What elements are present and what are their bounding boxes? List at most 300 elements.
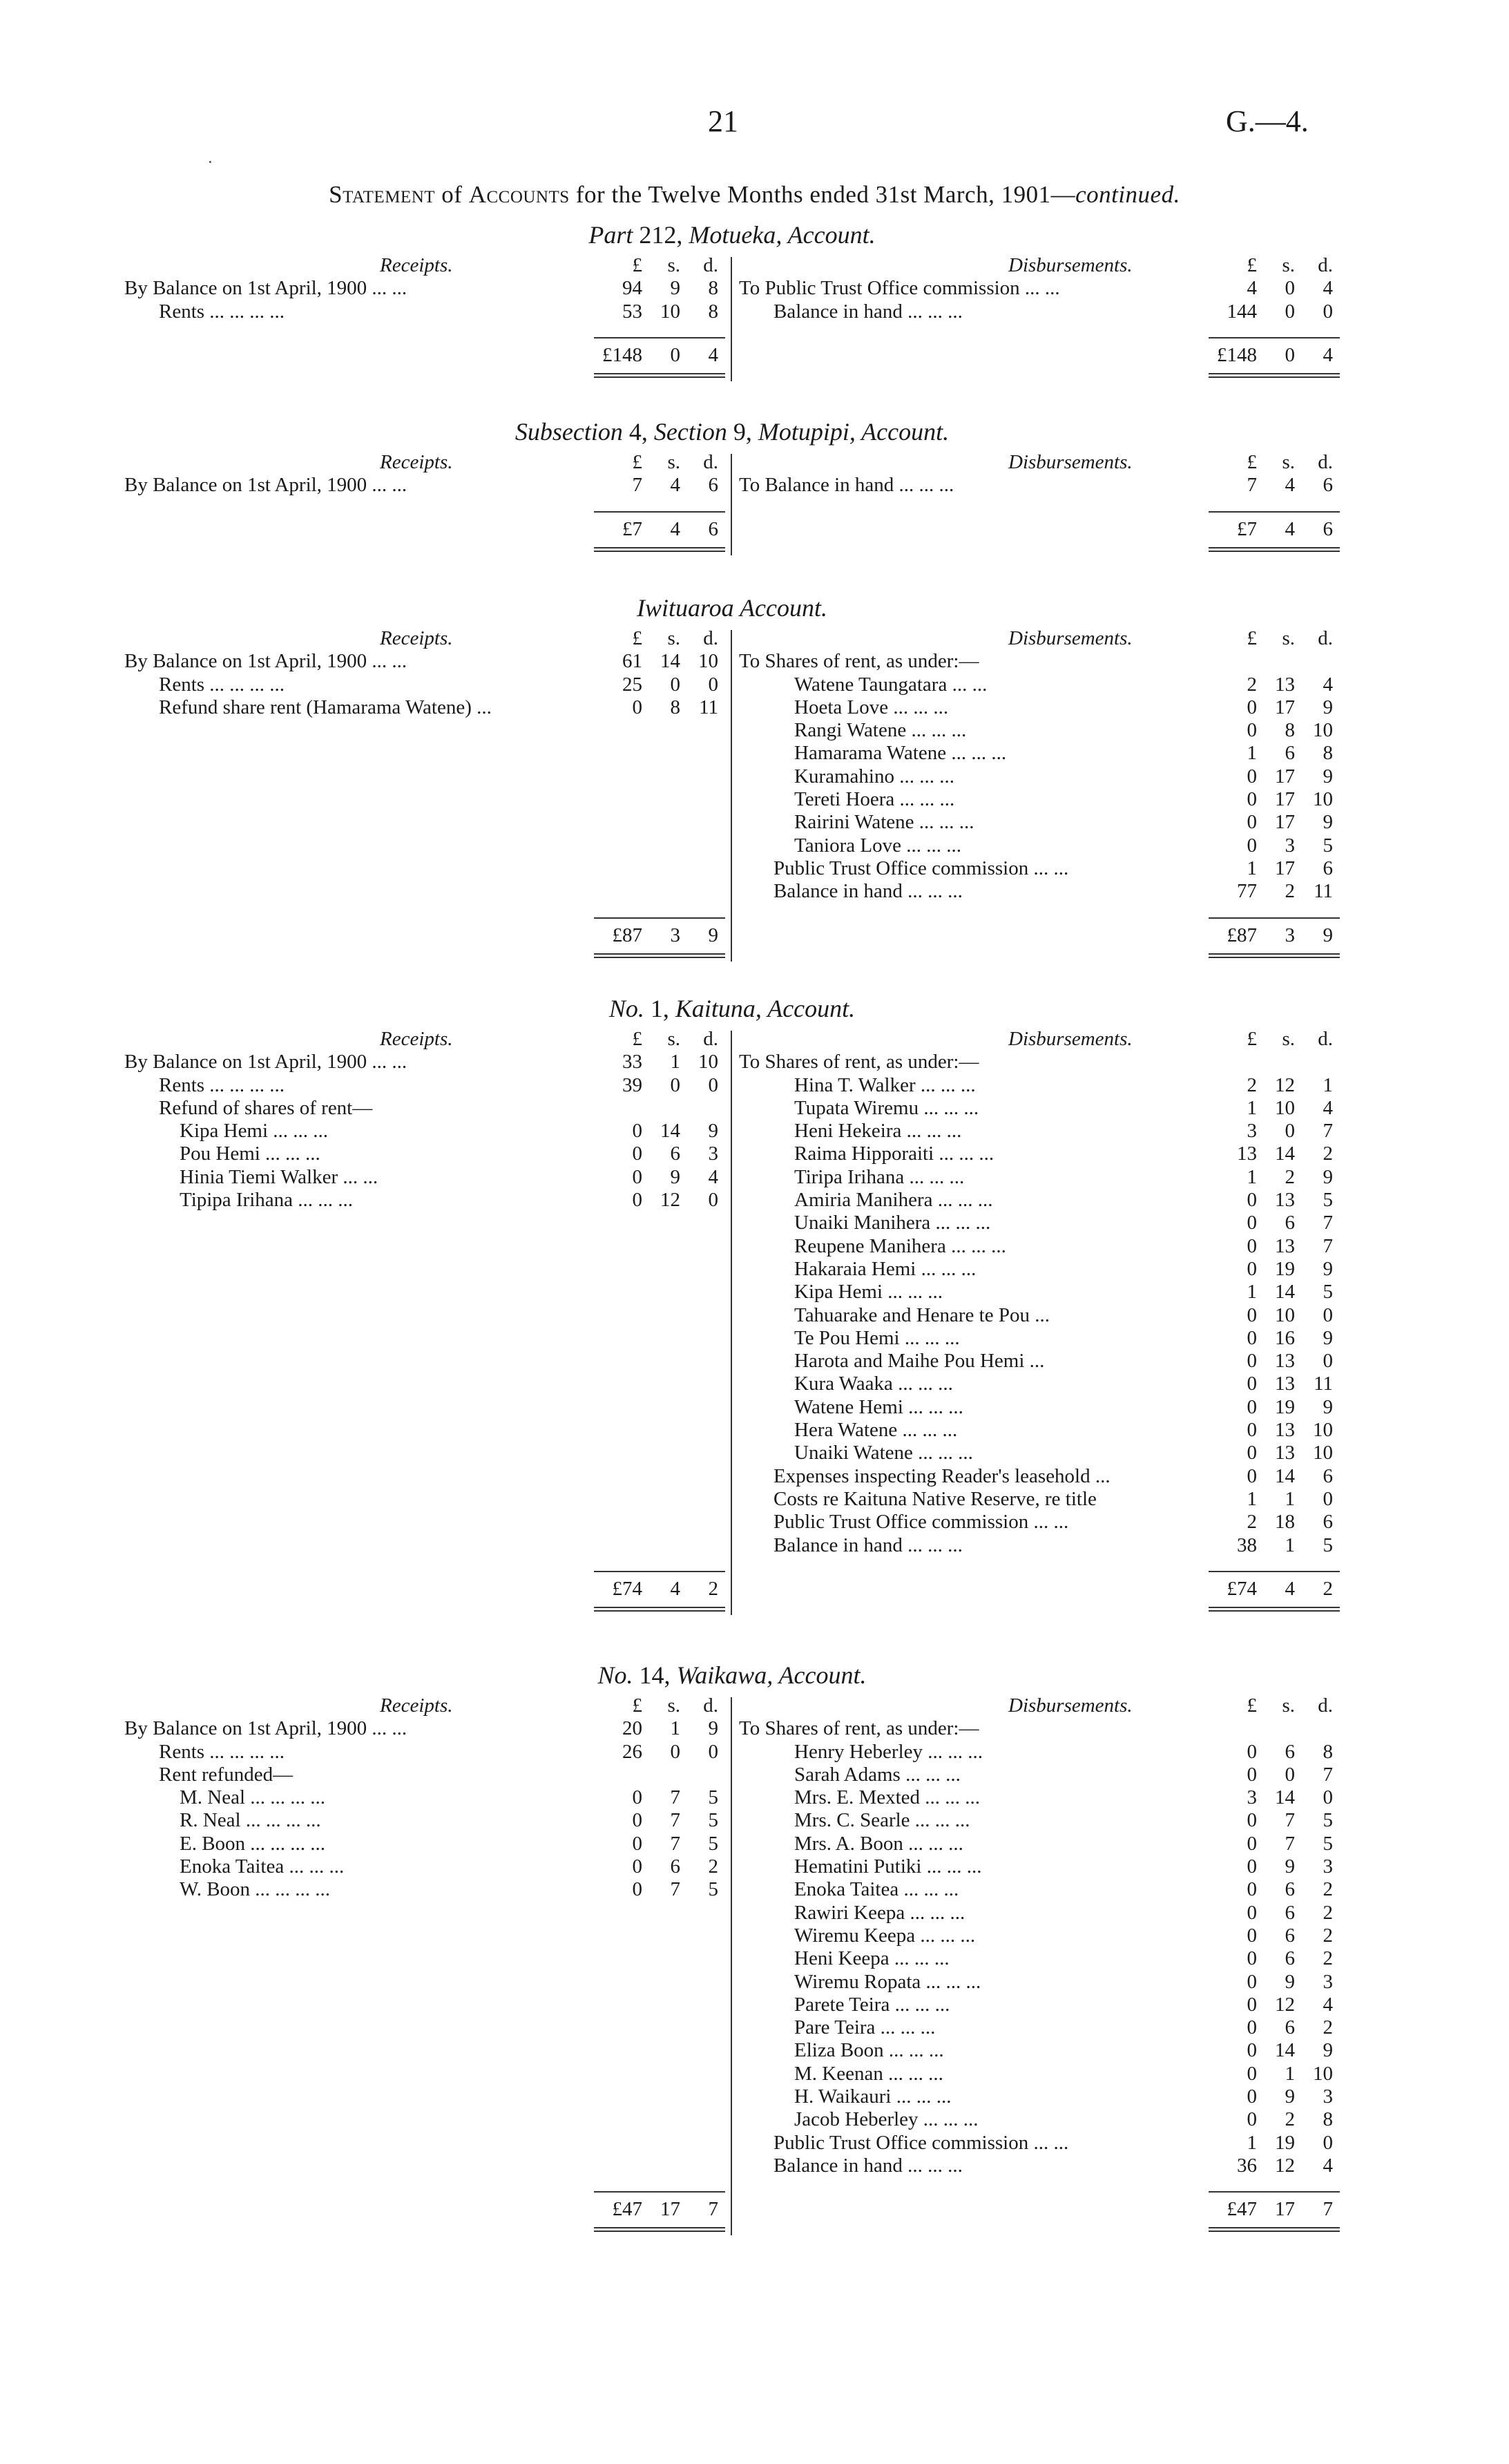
pence-header: d. — [703, 254, 718, 276]
pence-value: 4 — [708, 343, 718, 366]
disbursement-row — [739, 1764, 1340, 1786]
shilling-header: s. — [667, 451, 680, 473]
entry-label: Balance in hand ... ... ... — [773, 300, 963, 323]
disbursement-row — [739, 1741, 1340, 1764]
pounds-value: 0 — [1247, 2108, 1257, 2131]
entry-label: Refund share rent (Hamarama Watene) ... — [159, 696, 492, 718]
receipts-total — [124, 917, 725, 959]
disbursement-row — [739, 1534, 1340, 1557]
entry-label: To Public Trust Office commission ... ... — [739, 277, 1060, 300]
title-number: 14, — [639, 1661, 671, 1689]
shillings-value: 7 — [1285, 1809, 1295, 1832]
pence-value: 5 — [1323, 1281, 1333, 1303]
disbursement-row — [739, 1212, 1340, 1234]
entry-label: Rents ... ... ... ... — [159, 1740, 285, 1763]
shillings-value: 10 — [1275, 1096, 1295, 1119]
receipts-header: Receipts. — [380, 451, 453, 473]
pounds-value: 0 — [632, 1165, 642, 1188]
disbursement-row — [739, 1143, 1340, 1165]
rule-line — [1209, 547, 1340, 548]
receipts-list — [124, 474, 725, 497]
rule-line — [594, 373, 725, 374]
shillings-value: 14 — [1275, 2039, 1295, 2062]
disbursement-row — [739, 1120, 1340, 1143]
receipt-row — [124, 1166, 725, 1189]
disbursement-row — [739, 1855, 1340, 1878]
title-number: 1, — [650, 995, 669, 1022]
pounds-value: 0 — [1247, 1189, 1257, 1212]
pence-value: 10 — [1313, 1419, 1333, 1442]
pence-value: 5 — [1323, 834, 1333, 857]
pence-value: 0 — [1323, 1487, 1333, 1510]
receipt-row — [124, 1097, 725, 1120]
disbursement-row — [739, 2108, 1340, 2131]
disbursements-header: Disbursements. — [1008, 1694, 1133, 1717]
rule-line — [1209, 2227, 1340, 2228]
total-row — [124, 924, 725, 947]
entry-label: Wiremu Ropata ... ... ... — [794, 1970, 981, 1993]
receipts-list — [124, 1051, 725, 1212]
pounds-value: 0 — [1247, 1464, 1257, 1487]
total-row — [124, 344, 725, 367]
receipt-row — [124, 1764, 725, 1786]
entry-label: Public Trust Office commission ... ... — [773, 2131, 1069, 2154]
pound-header: £ — [1247, 1028, 1257, 1050]
entry-label: Watene Taungatara ... ... — [794, 673, 988, 696]
total-row — [124, 518, 725, 541]
receipt-row — [124, 1878, 725, 1901]
pound-header: £ — [632, 1694, 642, 1717]
pounds-value: 0 — [1247, 1832, 1257, 1855]
disbursement-row — [739, 1166, 1340, 1189]
disbursement-row — [739, 1327, 1340, 1350]
shillings-value: 13 — [1275, 1442, 1295, 1464]
pounds-value: 26 — [622, 1740, 642, 1763]
column-divider — [731, 257, 732, 381]
margin-speck: · — [207, 152, 213, 172]
entry-label: H. Waikauri ... ... ... — [794, 2085, 952, 2108]
disbursement-row — [739, 1488, 1340, 1511]
entry-label: Refund of shares of rent— — [159, 1096, 373, 1119]
disbursements-header: Disbursements. — [1008, 451, 1133, 473]
shillings-value: 0 — [670, 1740, 680, 1763]
disbursements-column — [739, 594, 1340, 981]
shillings-value: 13 — [1275, 1419, 1295, 1442]
pence-header: d. — [703, 627, 718, 649]
pence-value: 0 — [1323, 2131, 1333, 2154]
disbursements-list — [739, 277, 1340, 323]
receipt-row — [124, 474, 725, 497]
pence-header: d. — [1318, 627, 1333, 649]
pence-value: 2 — [1323, 1878, 1333, 1901]
entry-label: Enoka Taitea ... ... ... — [794, 1878, 959, 1901]
pounds-value: 0 — [1247, 1419, 1257, 1442]
total-row — [739, 924, 1340, 947]
document-code: G.—4. — [1226, 104, 1309, 138]
disbursement-row — [739, 1511, 1340, 1534]
disbursement-row — [739, 1809, 1340, 1832]
title-name: Waikawa, Account. — [676, 1661, 867, 1689]
entry-label: Amiria Manihera ... ... ... — [794, 1189, 993, 1212]
pounds-value: 1 — [1247, 1096, 1257, 1119]
pounds-value: 1 — [1247, 1487, 1257, 1510]
pence-value: 5 — [1323, 1534, 1333, 1556]
entry-label: To Balance in hand ... ... ... — [739, 474, 954, 497]
shilling-header: s. — [667, 1028, 680, 1050]
column-divider — [731, 454, 732, 555]
pence-value: 2 — [708, 1577, 718, 1600]
pence-value: 9 — [1323, 924, 1333, 946]
shilling-header: s. — [1282, 1694, 1295, 1717]
shillings-value: 17 — [1275, 765, 1295, 787]
shillings-value: 9 — [1285, 1970, 1295, 1993]
receipt-row — [124, 1189, 725, 1212]
iwituaroa-account — [124, 594, 1340, 981]
pounds-value: 25 — [622, 673, 642, 696]
rule-line — [594, 1610, 725, 1612]
pence-value: 2 — [1323, 1901, 1333, 1924]
pence-value: 9 — [1323, 1326, 1333, 1349]
shillings-value: 7 — [670, 1878, 680, 1901]
disbursement-row — [739, 300, 1340, 323]
pounds-value: 2 — [1247, 1073, 1257, 1096]
pounds-value: 7 — [632, 474, 642, 497]
shillings-value: 13 — [1275, 1373, 1295, 1395]
receipt-row — [124, 1741, 725, 1764]
entry-label: Parete Teira ... ... ... — [794, 1993, 950, 2016]
disbursement-row — [739, 1786, 1340, 1809]
pounds-value: 1 — [1247, 857, 1257, 879]
pounds-value: 2 — [1247, 673, 1257, 696]
entry-label: Hamarama Watene ... ... ... — [794, 742, 1007, 765]
shillings-value: 4 — [670, 474, 680, 497]
entry-label: Rent refunded— — [159, 1763, 294, 1786]
pounds-value: 53 — [622, 300, 642, 323]
entry-label: Rangi Watene ... ... ... — [794, 719, 967, 742]
entry-label: Pare Teira ... ... ... — [794, 2016, 936, 2039]
entry-label: Hina T. Walker ... ... ... — [794, 1073, 976, 1096]
pence-value: 9 — [1323, 1165, 1333, 1188]
disbursement-row — [739, 1947, 1340, 1970]
pence-value: 9 — [1323, 1257, 1333, 1280]
disbursement-row — [739, 1074, 1340, 1097]
receipts-total — [124, 511, 725, 553]
rule-line — [1209, 376, 1340, 378]
receipts-header: Receipts. — [380, 1694, 453, 1717]
disbursement-row — [739, 1994, 1340, 2016]
pence-value: 2 — [708, 1855, 718, 1878]
disbursement-row — [739, 1419, 1340, 1442]
pence-header: d. — [1318, 254, 1333, 276]
shillings-value: 10 — [1275, 1303, 1295, 1326]
total-row — [124, 1578, 725, 1601]
pounds-value: 13 — [1237, 1143, 1257, 1165]
pounds-value: 0 — [1247, 696, 1257, 718]
shillings-value: 17 — [660, 2198, 680, 2221]
disbursements-column — [739, 995, 1340, 1630]
receipt-row — [124, 674, 725, 696]
disbursement-row — [739, 834, 1340, 857]
disbursement-row — [739, 1189, 1340, 1212]
entry-label: Rents ... ... ... ... — [159, 300, 285, 323]
shillings-value: 9 — [670, 277, 680, 300]
disbursement-row — [739, 1051, 1340, 1073]
disbursement-row — [739, 277, 1340, 300]
shillings-value: 0 — [1285, 300, 1295, 323]
entry-label: Costs re Kaituna Native Reserve, re title — [773, 1487, 1097, 1510]
pence-value: 8 — [708, 300, 718, 323]
shillings-value: 19 — [1275, 1395, 1295, 1418]
shillings-value: 6 — [1285, 1212, 1295, 1234]
entry-label: To Shares of rent, as under:— — [739, 1051, 979, 1073]
pounds-value: 61 — [622, 650, 642, 673]
pounds-value: 0 — [1247, 719, 1257, 742]
pounds-value: 4 — [1247, 277, 1257, 300]
entry-label: Public Trust Office commission ... ... — [773, 1511, 1069, 1534]
disbursement-row — [739, 719, 1340, 742]
shillings-value: 13 — [1275, 673, 1295, 696]
rule-line — [594, 337, 725, 338]
shilling-header: s. — [667, 254, 680, 276]
pence-value: 4 — [1323, 2154, 1333, 2177]
shillings-value: 18 — [1275, 1511, 1295, 1534]
disbursement-row — [739, 650, 1340, 673]
entry-label: Heni Keepa ... ... ... — [794, 1947, 950, 1970]
document-title — [0, 181, 1509, 209]
shillings-value: 2 — [1285, 880, 1295, 903]
motueka-account — [124, 221, 1340, 401]
pounds-value: 0 — [1247, 1257, 1257, 1280]
rule-line — [1209, 373, 1340, 374]
disbursement-row — [739, 788, 1340, 811]
pounds-value: £74 — [1227, 1577, 1257, 1600]
pounds-value: 0 — [1247, 1809, 1257, 1832]
pence-value: 0 — [1323, 300, 1333, 323]
pounds-value: 0 — [1247, 1350, 1257, 1373]
entry-label: Tiripa Irihana ... ... ... — [794, 1165, 965, 1188]
pence-value: 9 — [708, 1120, 718, 1143]
pence-value: 2 — [1323, 2016, 1333, 2039]
pounds-value: 36 — [1237, 2154, 1257, 2177]
pound-header: £ — [1247, 451, 1257, 473]
pounds-value: 0 — [1247, 834, 1257, 857]
entry-label: Mrs. E. Mexted ... ... ... — [794, 1786, 981, 1809]
pence-header: d. — [1318, 1028, 1333, 1050]
disbursements-list — [739, 1717, 1340, 2177]
disbursements-list — [739, 1051, 1340, 1557]
shillings-value: 3 — [1285, 924, 1295, 946]
title-number-2: 9, — [733, 418, 752, 446]
rule-line — [594, 957, 725, 958]
entry-label: Rairini Watene ... ... ... — [794, 811, 974, 834]
disbursements-total — [739, 1571, 1340, 1612]
shillings-value: 9 — [1285, 2085, 1295, 2108]
rule-line — [1209, 953, 1340, 955]
pounds-value: 0 — [1247, 788, 1257, 811]
pence-value: 5 — [1323, 1809, 1333, 1832]
pence-value: 4 — [708, 1165, 718, 1188]
pounds-value: 0 — [1247, 811, 1257, 834]
receipt-row — [124, 1833, 725, 1855]
entry-label: By Balance on 1st April, 1900 ... ... — [124, 1717, 407, 1740]
disbursement-row — [739, 1925, 1340, 1947]
entry-label: Pou Hemi ... ... ... — [180, 1143, 320, 1165]
pounds-value: 0 — [1247, 1924, 1257, 1947]
rule-line — [1209, 2231, 1340, 2232]
shillings-value: 6 — [1285, 1740, 1295, 1763]
pounds-value: 0 — [1247, 1212, 1257, 1234]
rule-line — [594, 953, 725, 955]
pound-header: £ — [1247, 1694, 1257, 1717]
disbursement-row — [739, 1971, 1340, 1994]
pence-value: 1 — [1323, 1073, 1333, 1096]
pounds-value: 0 — [1247, 1947, 1257, 1970]
pounds-value: 0 — [1247, 1234, 1257, 1257]
disbursement-row — [739, 1902, 1340, 1925]
pounds-value: 0 — [1247, 1442, 1257, 1464]
shillings-value: 6 — [1285, 1901, 1295, 1924]
pence-value: 6 — [708, 517, 718, 540]
pence-value: 8 — [1323, 2108, 1333, 2131]
rule-line — [594, 1571, 725, 1572]
shillings-value: 13 — [1275, 1350, 1295, 1373]
disbursement-row — [739, 1304, 1340, 1327]
pence-value: 5 — [708, 1878, 718, 1901]
pence-value: 8 — [708, 277, 718, 300]
disbursement-row — [739, 742, 1340, 765]
shillings-value: 0 — [670, 1073, 680, 1096]
entry-label: To Shares of rent, as under:— — [739, 1717, 979, 1740]
entry-label: Heni Hekeira ... ... ... — [794, 1120, 962, 1143]
title-number: 212, — [639, 221, 683, 249]
pounds-value: 0 — [632, 1809, 642, 1832]
shillings-value: 0 — [1285, 1120, 1295, 1143]
shillings-value: 13 — [1275, 1189, 1295, 1212]
title-section: Section — [653, 418, 727, 446]
disbursements-total — [739, 2191, 1340, 2233]
title-name: Kaituna, Account. — [675, 995, 856, 1022]
disbursements-total — [739, 511, 1340, 553]
rule-line — [594, 547, 725, 548]
pence-value: 9 — [1323, 2039, 1333, 2062]
disbursement-row — [739, 2016, 1340, 2039]
pounds-value: £148 — [1217, 343, 1257, 366]
receipts-list — [124, 1717, 725, 1901]
shillings-value: 1 — [1285, 1534, 1295, 1556]
receipt-row — [124, 1809, 725, 1832]
receipt-row — [124, 1120, 725, 1143]
entry-label: Hinia Tiemi Walker ... ... — [180, 1165, 378, 1188]
shillings-value: 12 — [1275, 1993, 1295, 2016]
pounds-value: 0 — [632, 1143, 642, 1165]
disbursement-row — [739, 857, 1340, 880]
pounds-value: 0 — [1247, 2039, 1257, 2062]
receipt-row — [124, 277, 725, 300]
rule-line — [594, 2227, 725, 2228]
pounds-value: 3 — [1247, 1786, 1257, 1809]
receipts-total — [124, 337, 725, 379]
entry-label: Mrs. A. Boon ... ... ... — [794, 1832, 963, 1855]
disbursement-row — [739, 1281, 1340, 1303]
rule-line — [1209, 1571, 1340, 1572]
pounds-value: 39 — [622, 1073, 642, 1096]
disbursement-row — [739, 2132, 1340, 2155]
shillings-value: 12 — [660, 1189, 680, 1212]
pounds-value: 3 — [1247, 1120, 1257, 1143]
pence-value: 9 — [1323, 1395, 1333, 1418]
rule-line — [1209, 551, 1340, 552]
pence-value: 10 — [1313, 1442, 1333, 1464]
shillings-value: 4 — [670, 517, 680, 540]
disbursement-row — [739, 1717, 1340, 1740]
shillings-value: 3 — [670, 924, 680, 946]
pence-header: d. — [703, 1694, 718, 1717]
pence-value: 7 — [1323, 2198, 1333, 2221]
rule-line — [1209, 917, 1340, 919]
pence-value: 11 — [1314, 880, 1333, 903]
disbursements-column — [739, 221, 1340, 401]
entry-label: E. Boon ... ... ... ... — [180, 1832, 326, 1855]
pounds-value: 0 — [1247, 1901, 1257, 1924]
pounds-value: 1 — [1247, 2131, 1257, 2154]
shillings-value: 6 — [670, 1143, 680, 1165]
pounds-value: 0 — [632, 1786, 642, 1809]
pounds-value: 20 — [622, 1717, 642, 1740]
entry-label: Hematini Putiki ... ... ... — [794, 1855, 982, 1878]
disbursement-row — [739, 1097, 1340, 1120]
title-part: Part — [588, 221, 633, 249]
shillings-value: 1 — [1285, 2062, 1295, 2085]
entry-label: Reupene Manihera ... ... ... — [794, 1234, 1006, 1257]
pence-value: 0 — [708, 1189, 718, 1212]
disbursement-row — [739, 474, 1340, 497]
title-no: No. — [597, 1661, 633, 1689]
rule-line — [594, 376, 725, 378]
entry-label: Te Pou Hemi ... ... ... — [794, 1326, 960, 1349]
pence-value: 5 — [1323, 1189, 1333, 1212]
pounds-value: £74 — [612, 1577, 642, 1600]
pence-value: 7 — [1323, 1234, 1333, 1257]
shillings-value: 13 — [1275, 1234, 1295, 1257]
entry-label: By Balance on 1st April, 1900 ... ... — [124, 474, 407, 497]
entry-label: Rawiri Keepa ... ... ... — [794, 1901, 965, 1924]
pence-value: 11 — [699, 696, 718, 718]
receipts-column — [124, 594, 725, 981]
entry-label: Mrs. C. Searle ... ... ... — [794, 1809, 970, 1832]
pence-value: 0 — [708, 1073, 718, 1096]
pounds-value: £47 — [1227, 2198, 1257, 2221]
shillings-value: 17 — [1275, 811, 1295, 834]
pence-value: 2 — [1323, 1577, 1333, 1600]
disbursements-total — [739, 917, 1340, 959]
entry-label: Hakaraia Hemi ... ... ... — [794, 1257, 977, 1280]
disbursement-row — [739, 2155, 1340, 2177]
rule-line — [594, 551, 725, 552]
shillings-value: 6 — [1285, 2016, 1295, 2039]
pounds-value: 0 — [1247, 765, 1257, 787]
shillings-value: 3 — [1285, 834, 1295, 857]
shilling-header: s. — [1282, 451, 1295, 473]
pence-value: 7 — [1323, 1212, 1333, 1234]
page-number: 21 — [708, 104, 738, 138]
receipts-column — [124, 995, 725, 1630]
total-row — [739, 2198, 1340, 2221]
pence-value: 4 — [1323, 1096, 1333, 1119]
disbursement-row — [739, 2085, 1340, 2108]
shillings-value: 12 — [1275, 1073, 1295, 1096]
shillings-value: 0 — [1285, 343, 1295, 366]
receipts-column — [124, 418, 725, 584]
